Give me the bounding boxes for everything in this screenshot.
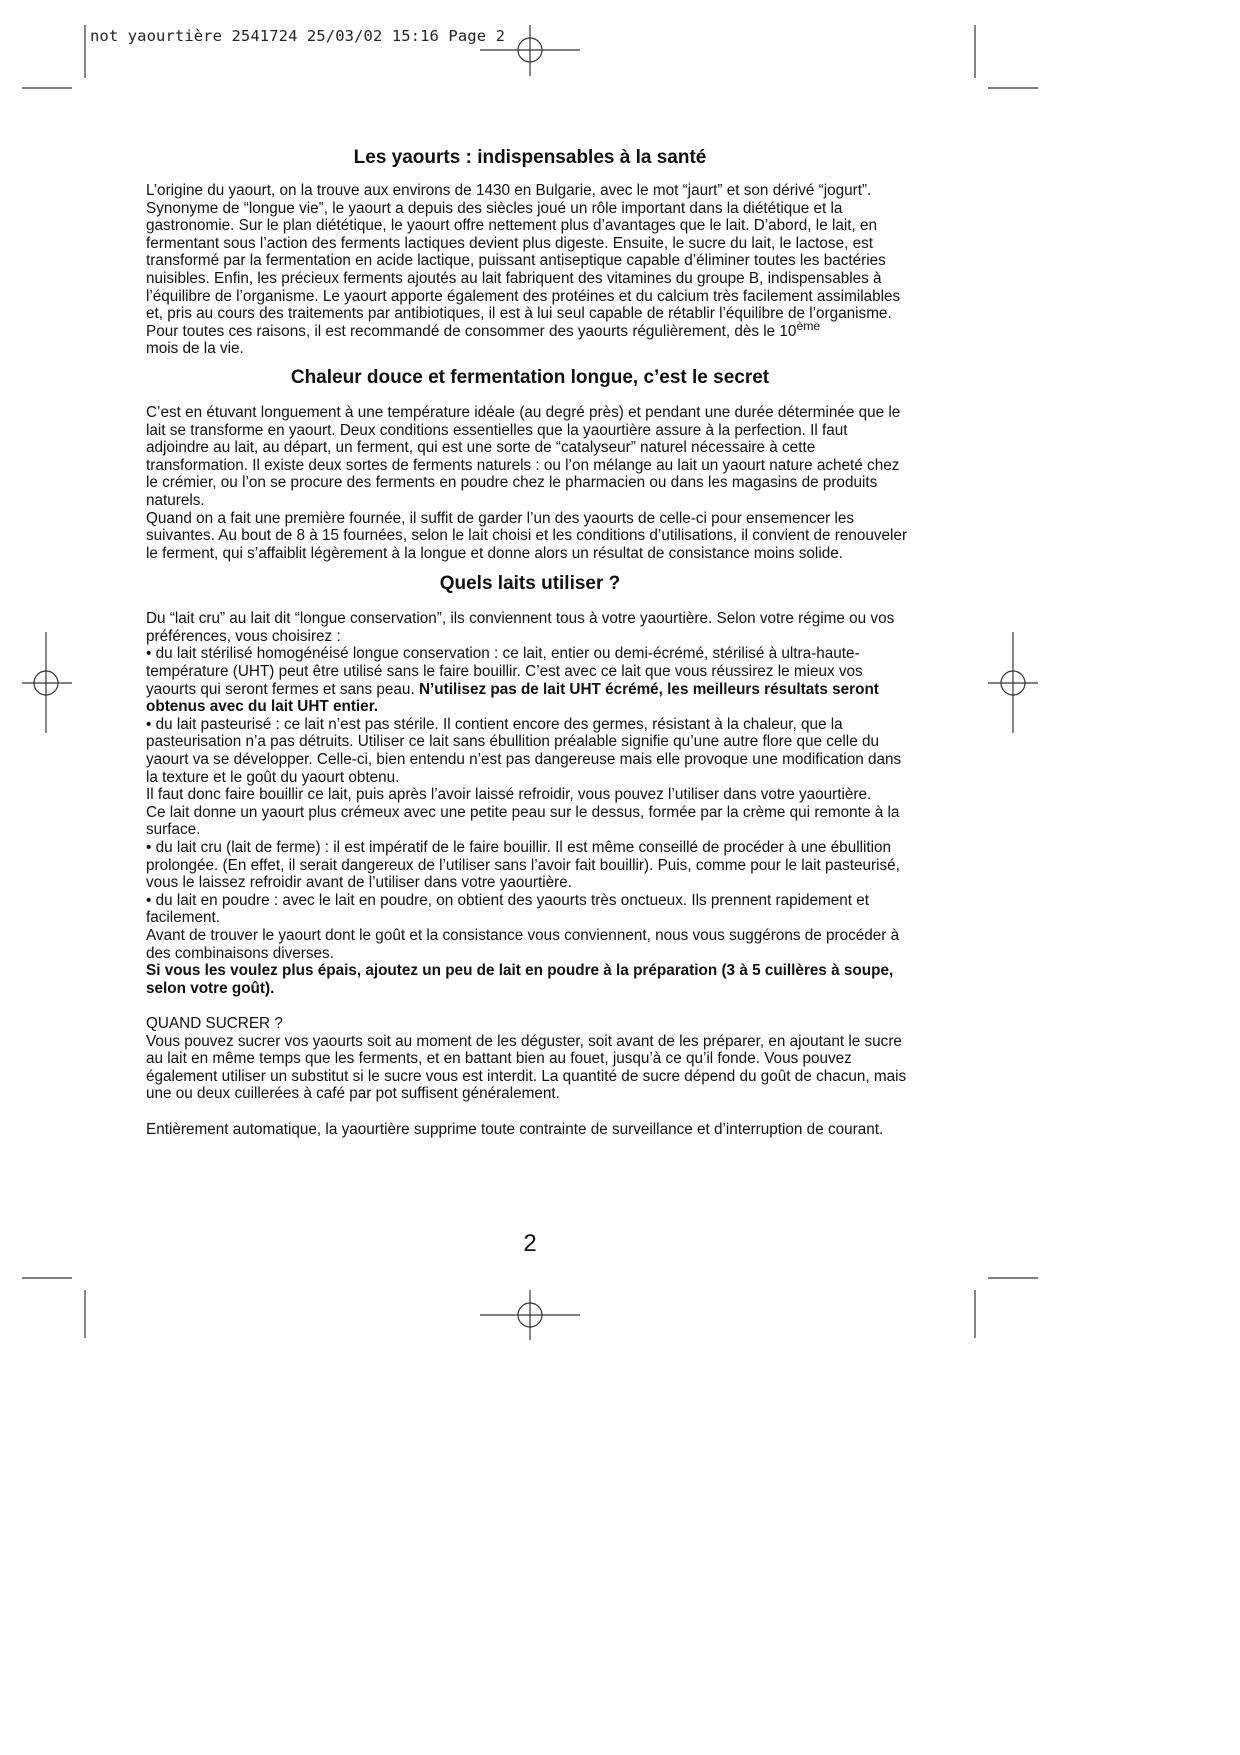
paragraph-boil: Il faut donc faire bouillir ce lait, puis après l’avoir laissé refroidir, vous pouvez l’utiliser dans votre yaourtière. [146, 786, 872, 804]
bullet-raw-milk: • du lait cru (lait de ferme) : il est impératif de le faire bouillir. Il est même conseillé de procéder à une ébullition prolongée. (En effet, il serait dangereux de l’utiliser sans l’avoir fait bouillir). Puis, comme pour le lait pasteurisé, vous le laissez refroidir avant de l’utiliser dans votre yaourtière. [146, 839, 900, 892]
recommendation-text: Pour toutes ces raisons, il est recommandé de consommer des yaourts régulièrement, dès le 10 [146, 322, 797, 340]
tip-thicker-bold: Si vous les voulez plus épais, ajoutez un peu de lait en poudre à la préparation (3 à 5 cuillères à soupe, selon votre goût). [146, 962, 894, 997]
uht-text: • du lait stérilisé homogénéisé longue conservation : ce lait, entier ou demi-écrémé, stérilisé à ultra-haute-température (UHT) peut être utilisé sans le faire bouillir. C’est avec ce lait que vous réussirez le mieux vos yaourts qui seront fermes et sans peau. [146, 645, 863, 698]
paragraph-automatic: Entièrement automatique, la yaourtière supprime toute contrainte de surveillance et d’interruption de courant. [146, 1120, 884, 1138]
section-title-milks: Quels laits utiliser ? [439, 573, 621, 595]
paragraph-batches: Quand on a fait une première fournée, il suffit de garder l’un des yaourts de celle-ci pour ensemencer les suivantes. Au bout de 8 à 15 fournées, selon le lait choisi et les conditions d’utilisations, il convient de renouveler le ferment, qui s’affaiblit légèrement à la longue et donne alors un résultat de consistance moins solide. [146, 509, 908, 562]
tip-thicker [146, 962, 914, 997]
print-slug: not yaourtière 2541724 25/03/02 15:16 Page 2 [90, 27, 505, 45]
paragraph-origin: L’origine du yaourt, on la trouve aux environs de 1430 en Bulgarie, avec le mot “jaurt” et son dérivé “jogurt”. Synonyme de “longue vie”, le yaourt a depuis des siècles joué un rôle important dans la diététique et la gastronomie. Sur le plan diététique, le yaourt offre nettement plus d’avantages que le lait. D’abord, le lait, en fermentant sous l’action des ferments lactiques devient plus digeste. Ensuite, le sucre du lait, le lactose, est transformé par la fermentation en acide lactique, puissant antiseptique capable d’éliminer toutes les bactéries nuisibles. Enfin, les précieux ferments ajoutés au lait fabriquent des vitamines du groupe B, indispensables à l’équilibre de l’organisme. Le yaourt apporte également des protéines et du calcium très facilement assimilables et, pris au cours des traitements par antibiotiques, il est à lui seul capable de rétablir l’équilibre de l’organisme. [146, 182, 901, 323]
section-title-fermentation: Chaleur douce et fermentation longue, c’est le secret [290, 366, 770, 388]
bullet-powdered-milk: • du lait en poudre : avec le lait en poudre, on obtient des yaourts très onctueux. Ils prennent rapidement et facilement. [146, 891, 870, 927]
paragraph-sugar: Vous pouvez sucrer vos yaourts soit au moment de les déguster, soit avant de les préparer, en ajoutant le sucre au lait en même temps que les ferments, et en battant bien au fouet, jusqu’à ce qu’il fonde. Vous pouvez également utiliser un substitut si le sucre vous est interdit. La quantité de sucre dépend du goût de chacun, mais une ou deux cuillerées à café par pot suffisent généralement. [146, 1032, 907, 1103]
heading-sugar: QUAND SUCRER ? [146, 1014, 283, 1032]
paragraph-combinations: Avant de trouver le yaourt dont le goût et la consistance vous conviennent, nous vous suggérons de procéder à des combinaisons diverses. [146, 926, 900, 962]
recommendation-end: mois de la vie. [146, 340, 244, 358]
section-title-health: Les yaourts : indispensables à la santé [353, 147, 707, 168]
registration-mark [480, 1290, 580, 1340]
paragraph-recommendation [146, 318, 914, 358]
page-number: 2 [523, 1230, 537, 1257]
uht-warning: N’utilisez pas de lait UHT écrémé, les meilleurs résultats seront obtenus avec du lait UHT entier. [146, 680, 879, 716]
registration-mark [988, 632, 1038, 733]
registration-mark [22, 632, 72, 733]
page-content [146, 146, 914, 1138]
bullet-pasteurized: • du lait pasteurisé : ce lait n’est pas stérile. Il contient encore des germes, résistant à la chaleur, que la pasteurisation n’a pas détruits. Utiliser ce lait sans ébullition préalable signifie qu’une autre flore que celle du yaourt va se développer. Celle-ci, bien entendu n’est pas dangereuse mais elle provoque une modification dans la texture et le goût du yaourt obtenu. [146, 715, 902, 786]
paragraph-fermentation: C’est en étuvant longuement à une température idéale (au degré près) et pendant une durée déterminée que le lait se transforme en yaourt. Deux conditions essentielles que la yaourtière assure à la perfection. Il faut adjoindre au lait, au départ, un ferment, qui est une sorte de “catalyseur” naturel nécessaire à cette transformation. Il existe deux sortes de ferments naturels : ou l’on mélange au lait un yaourt nature acheté chez le crémier, ou l’on se procure des ferments en poudre chez le pharmacien ou dans les magasins de produits naturels. [146, 403, 901, 509]
bullet-uht [146, 645, 914, 715]
ordinal-superscript: ème [796, 318, 821, 333]
paragraph-milks-intro: Du “lait cru” au lait dit “longue conservation”, ils conviennent tous à votre yaourtière. Selon votre régime ou vos préférences, vous choisirez : [146, 610, 895, 645]
paragraph-creamy: Ce lait donne un yaourt plus crémeux avec une petite peau sur le dessus, formée par la crème qui remonte à la surface. [146, 803, 900, 839]
